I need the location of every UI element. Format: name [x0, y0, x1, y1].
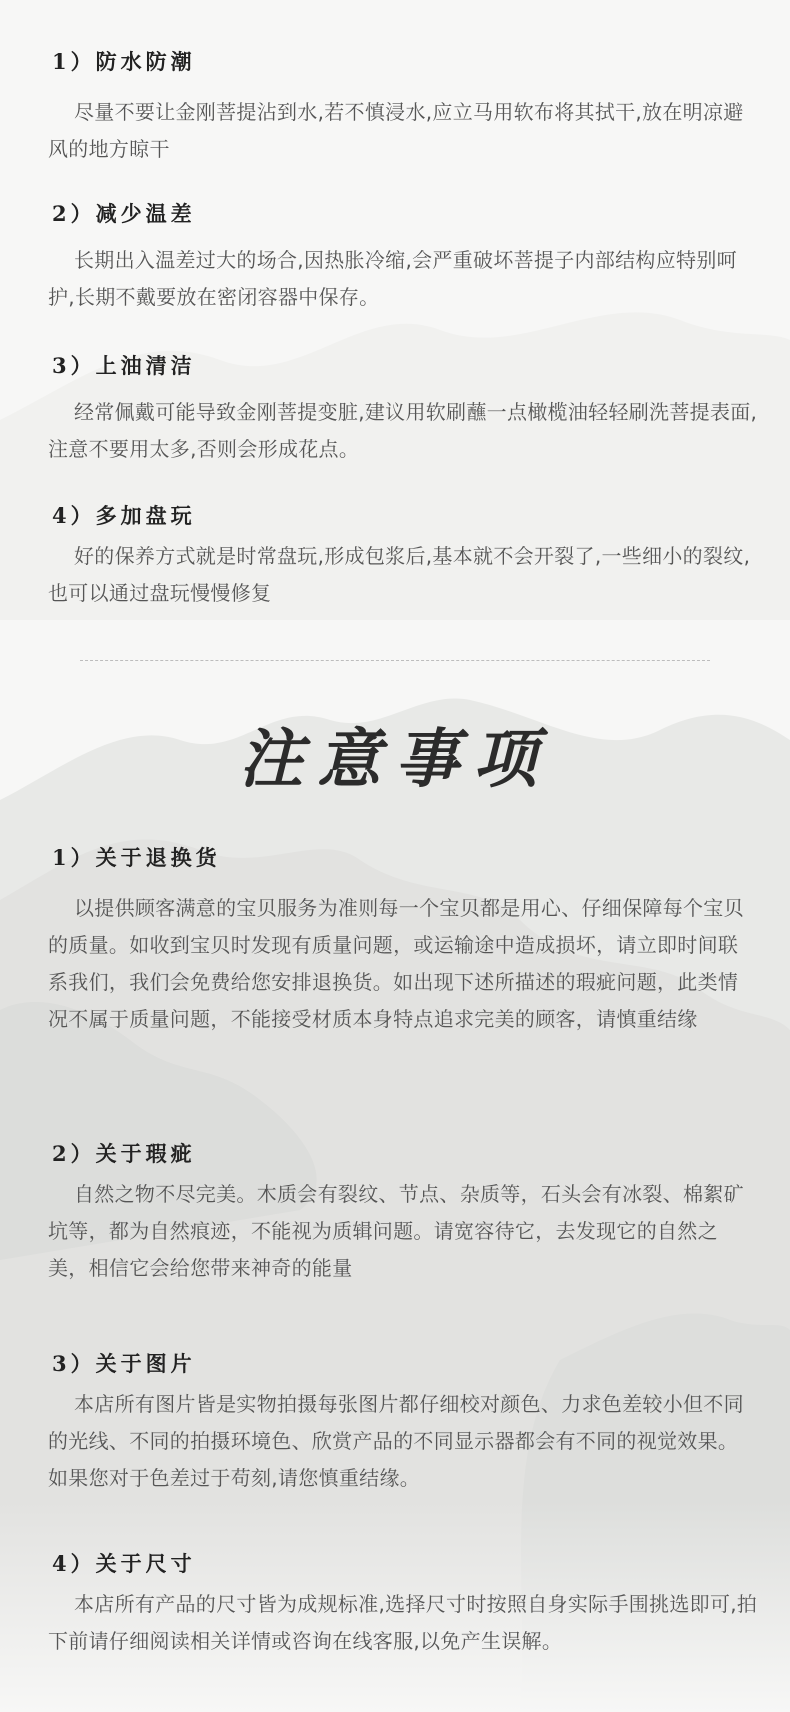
notice-text-flaws: 自然之物不尽完美。木质会有裂纹、节点、杂质等，石头会有冰裂、棉絮矿坑等，都为自然痕迹，不能视为质辑问题。请宽容待它，去发现它的自然之美，相信它会给您带来神奇的能量: [48, 1182, 744, 1280]
care-text-waterproof: 尽量不要让金刚菩提沾到水,若不慎浸水,应立马用软布将其拭干,放在明凉避风的地方晾干: [48, 100, 744, 161]
care-heading-waterproof: 1）防水防潮: [52, 49, 196, 74]
notice-heading-images: 3）关于图片: [52, 1351, 196, 1376]
notice-title: 注意事项: [239, 722, 551, 797]
notice-heading-flaws: 2）关于瑕疵: [52, 1141, 196, 1166]
notice-text-images: 本店所有图片皆是实物拍摄每张图片都仔细校对颜色、力求色差较小但不同的光线、不同的拍摄环境色、欣赏产品的不同显示器都会有不同的视觉效果。如果您对于色差过于苟刻,请您慎重结缘。: [48, 1392, 744, 1490]
notice-text-size: 本店所有产品的尺寸皆为成规标准,选择尺寸时按照自身实际手围挑选即可,拍下前请仔细阅读相关详情或咨询在线客服,以免产生误解。: [48, 1592, 758, 1653]
care-text-handling: 好的保养方式就是时常盘玩,形成包浆后,基本就不会开裂了,一些细小的裂纹,也可以通过盘玩慢慢修复: [48, 544, 751, 605]
care-text-temperature: 长期出入温差过大的场合,因热胀冷缩,会严重破坏菩提子内部结构应特别呵护,长期不戴要放在密闭容器中保存。: [48, 248, 737, 309]
care-text-oiling: 经常佩戴可能导致金刚菩提变脏,建议用软刷蘸一点橄榄油轻轻刷洗菩提表面,注意不要用太多,否则会形成花点。: [48, 400, 758, 461]
notice-heading-size: 4）关于尺寸: [52, 1551, 196, 1576]
notice-heading-returns: 1）关于退换货: [52, 845, 221, 870]
care-heading-oiling: 3）上油清洁: [52, 353, 196, 378]
section-divider: [80, 660, 710, 661]
care-heading-handling: 4）多加盘玩: [52, 503, 196, 528]
care-heading-temperature: 2）减少温差: [52, 201, 196, 226]
notice-text-returns: 以提供顾客满意的宝贝服务为准则每一个宝贝都是用心、仔细保障每个宝贝的质量。如收到宝贝时发现有质量问题，或运输途中造成损坏，请立即时间联系我们，我们会免费给您安排退换货。如出现下述所描述的瑕疵问题，此类情况不属于质量问题，不能接受材质本身特点追求完美的顾客，请慎重结缘: [48, 896, 744, 1031]
